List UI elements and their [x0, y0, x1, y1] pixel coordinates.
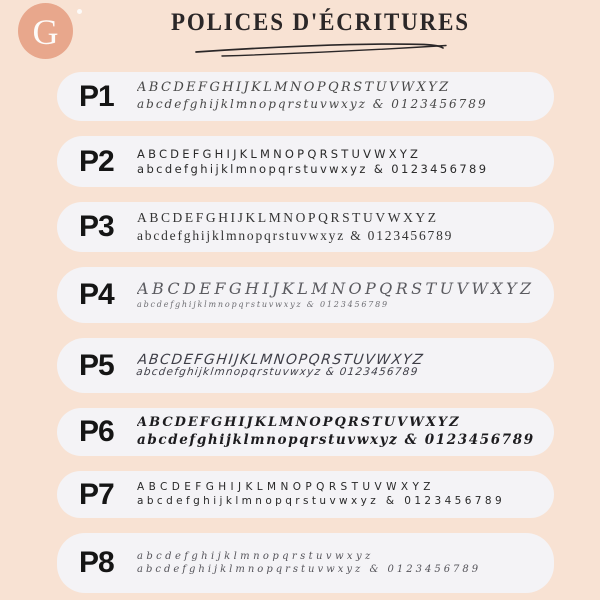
font-row-p7	[57, 471, 554, 518]
font-sample-uppercase: ABCDEFGHIJKLMNOPQRSTUVWXYZ	[137, 414, 461, 430]
font-sample-uppercase: ABCDEFGHIJKLMNOPQRSTUVWXYZ	[137, 480, 435, 493]
font-sample-lowercase: abcdefghijklmnopqrstuvwxyz & 0123456789	[137, 494, 506, 507]
font-sample-lowercase: abcdefghijklmnopqrstuvwxyz & 0123456789	[137, 300, 389, 310]
font-row-label: P6	[79, 415, 114, 448]
font-sample-lowercase: abcdefghijklmnopqrstuvwxyz & 0123456789	[137, 97, 488, 112]
font-row-label: P5	[79, 348, 114, 382]
font-sample	[137, 209, 540, 244]
font-sample	[135, 351, 542, 380]
font-sample	[137, 481, 540, 508]
font-row-label: P4	[79, 278, 114, 311]
font-sample-lowercase: abcdefghijklmnopqrstuvwxyz & 0123456789	[137, 161, 489, 176]
font-row-label: P7	[79, 477, 114, 511]
font-specimen-list	[57, 72, 554, 593]
underline-flourish-icon	[192, 39, 448, 59]
font-sample-uppercase: ABCDEFGHIJKLMNOPQRSTUVWXYZ	[137, 146, 422, 161]
font-row-label: P1	[79, 79, 114, 113]
font-row-p6	[57, 408, 554, 456]
page-title: POLICES D'ÉCRITURES	[170, 9, 470, 36]
font-row-label: P2	[79, 144, 114, 178]
font-row-label: P3	[79, 210, 114, 243]
font-sample-lowercase-alt: abcdefghijklmnopqrstuvwxyz	[137, 551, 374, 562]
logo-letter: G	[32, 12, 59, 52]
font-row-p8	[57, 533, 554, 593]
font-row-p4	[57, 267, 554, 323]
font-sample	[137, 279, 540, 310]
font-sample-uppercase: ABCDEFGHIJKLMNOPQRSTUVWXYZ	[137, 279, 535, 299]
font-sample-lowercase: abcdefghijklmnopqrstuvwxyz & 0123456789	[137, 564, 482, 575]
font-sample	[137, 550, 540, 576]
font-sample	[137, 147, 540, 177]
font-row-p1	[57, 72, 554, 121]
font-sample-lowercase: abcdefghijklmnopqrstuvwxyz & 0123456789	[135, 366, 420, 379]
font-sample	[137, 80, 540, 112]
font-sample-uppercase: ABCDEFGHIJKLMNOPQRSTUVWXYZ	[137, 80, 451, 96]
font-sample-uppercase: ABCDEFGHIJKLMNOPQRSTUVWXYZ	[137, 210, 439, 226]
font-row-p3	[57, 202, 554, 252]
font-sample	[137, 415, 540, 449]
font-sample-lowercase: abcdefghijklmnopqrstuvwxyz & 0123456789	[137, 431, 535, 448]
font-sample-uppercase: ABCDEFGHIJKLMNOPQRSTUVWXYZ	[136, 352, 426, 369]
title-block	[40, 9, 600, 59]
font-row-label: P8	[79, 546, 114, 579]
font-row-p5	[57, 338, 554, 393]
font-row-p2	[57, 136, 554, 187]
font-sample-lowercase: abcdefghijklmnopqrstuvwxyz & 0123456789	[137, 228, 454, 243]
